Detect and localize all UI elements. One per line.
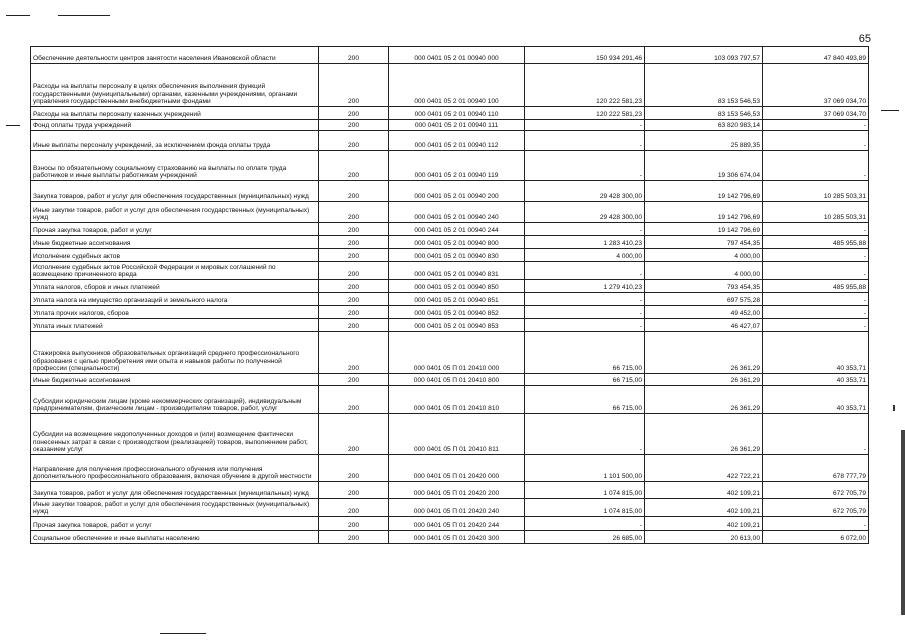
cell-line-name: Уплата иных платежей bbox=[31, 319, 319, 332]
cell-budget-code: 000 0401 05 2 01 00940 831 bbox=[389, 262, 525, 280]
table-row bbox=[31, 120, 869, 131]
cell-executed: 83 153 546,53 bbox=[645, 107, 763, 120]
cell-budget-code: 000 0401 05 П 01 20410 811 bbox=[389, 414, 525, 455]
cell-line-name: Расходы на выплаты персоналу казенных учреждений bbox=[31, 107, 319, 120]
scan-artifact-line bbox=[160, 633, 206, 634]
cell-executed: 402 109,21 bbox=[645, 499, 763, 517]
cell-approved: 26 685,00 bbox=[525, 531, 645, 544]
cell-remaining: 40 353,71 bbox=[763, 374, 869, 386]
table-row bbox=[31, 319, 869, 332]
cell-remaining: - bbox=[763, 414, 869, 455]
cell-approved: - bbox=[525, 517, 645, 531]
cell-line-name: Иные бюджетные ассигнования bbox=[31, 236, 319, 249]
cell-line-code: 200 bbox=[319, 455, 389, 482]
cell-line-name: Субсидии юридическим лицам (кроме некоммерческих организаций), индивидуальным предпринимателям, физическим лицам - производителям товаров, работ, услуг bbox=[31, 386, 319, 414]
cell-line-code: 200 bbox=[319, 280, 389, 293]
cell-executed: 697 575,28 bbox=[645, 293, 763, 306]
cell-line-name: Взносы по обязательному социальному страхованию на выплаты по оплате труда работников и иные выплаты работникам учреждений bbox=[31, 151, 319, 181]
cell-line-name: Прочая закупка товаров, работ и услуг bbox=[31, 517, 319, 531]
cell-line-name: Субсидии на возмещение недополученных доходов и (или) возмещение фактически понесенных затрат в связи с производством (реализацией) товаров, выполнением работ, оказанием услуг bbox=[31, 414, 319, 455]
cell-executed: 793 454,35 bbox=[645, 280, 763, 293]
cell-budget-code: 000 0401 05 2 01 00940 850 bbox=[389, 280, 525, 293]
table-row bbox=[31, 482, 869, 499]
table-row bbox=[31, 236, 869, 249]
cell-approved: 1 279 410,23 bbox=[525, 280, 645, 293]
cell-line-code: 200 bbox=[319, 107, 389, 120]
cell-budget-code: 000 0401 05 2 01 00940 200 bbox=[389, 181, 525, 202]
cell-line-code: 200 bbox=[319, 517, 389, 531]
cell-approved: - bbox=[525, 293, 645, 306]
table-row bbox=[31, 332, 869, 374]
cell-budget-code: 000 0401 05 П 01 20420 244 bbox=[389, 517, 525, 531]
cell-budget-code: 000 0401 05 2 01 00940 244 bbox=[389, 223, 525, 236]
cell-budget-code: 000 0401 05 П 01 20420 240 bbox=[389, 499, 525, 517]
cell-executed: 25 889,35 bbox=[645, 131, 763, 151]
cell-line-name: Прочая закупка товаров, работ и услуг bbox=[31, 223, 319, 236]
cell-line-name: Исполнение судебных актов Российской Федерации и мировых соглашений по возмещению причиненного вреда bbox=[31, 262, 319, 280]
cell-remaining: 678 777,79 bbox=[763, 455, 869, 482]
cell-executed: 797 454,35 bbox=[645, 236, 763, 249]
cell-budget-code: 000 0401 05 2 01 00940 800 bbox=[389, 236, 525, 249]
table-row bbox=[31, 202, 869, 223]
cell-approved: 66 715,00 bbox=[525, 386, 645, 414]
cell-remaining: 10 285 503,31 bbox=[763, 202, 869, 223]
table-row bbox=[31, 306, 869, 319]
cell-budget-code: 000 0401 05 2 01 00940 112 bbox=[389, 131, 525, 151]
cell-line-code: 200 bbox=[319, 499, 389, 517]
cell-executed: 103 093 797,57 bbox=[645, 47, 763, 64]
table-row bbox=[31, 280, 869, 293]
cell-approved: - bbox=[525, 414, 645, 455]
cell-budget-code: 000 0401 05 2 01 00940 830 bbox=[389, 249, 525, 262]
table-row bbox=[31, 249, 869, 262]
cell-budget-code: 000 0401 05 П 01 20410 000 bbox=[389, 332, 525, 374]
cell-approved: 1 074 815,00 bbox=[525, 499, 645, 517]
cell-executed: 402 109,21 bbox=[645, 517, 763, 531]
cell-remaining: 6 072,00 bbox=[763, 531, 869, 544]
scan-artifact-line bbox=[58, 15, 110, 16]
table-row bbox=[31, 181, 869, 202]
cell-remaining: - bbox=[763, 151, 869, 181]
cell-executed: 4 000,00 bbox=[645, 249, 763, 262]
cell-line-name: Расходы на выплаты персоналу в целях обеспечения выполнения функций государственными (муниципальными) органами, казенными учреждениями, органами управления государственными внебюджетными фондами bbox=[31, 64, 319, 107]
cell-line-code: 200 bbox=[319, 386, 389, 414]
cell-remaining: - bbox=[763, 517, 869, 531]
cell-line-name: Иные бюджетные ассигнования bbox=[31, 374, 319, 386]
scan-artifact-line bbox=[6, 15, 30, 16]
cell-executed: 19 142 796,69 bbox=[645, 181, 763, 202]
cell-remaining: - bbox=[763, 120, 869, 131]
table-row bbox=[31, 47, 869, 64]
cell-line-code: 200 bbox=[319, 306, 389, 319]
cell-executed: 422 722,21 bbox=[645, 455, 763, 482]
cell-line-name: Обеспечение деятельности центров занятости населения Ивановской области bbox=[31, 47, 319, 64]
cell-line-name: Уплата прочих налогов, сборов bbox=[31, 306, 319, 319]
table-row bbox=[31, 386, 869, 414]
scan-artifact-line bbox=[6, 125, 20, 126]
cell-line-name: Иные выплаты персоналу учреждений, за исключением фонда оплаты труда bbox=[31, 131, 319, 151]
cell-line-code: 200 bbox=[319, 151, 389, 181]
cell-approved: - bbox=[525, 223, 645, 236]
table-row bbox=[31, 131, 869, 151]
cell-remaining: 672 705,79 bbox=[763, 499, 869, 517]
cell-line-code: 200 bbox=[319, 319, 389, 332]
cell-budget-code: 000 0401 05 2 01 00940 119 bbox=[389, 151, 525, 181]
cell-line-code: 200 bbox=[319, 414, 389, 455]
cell-remaining: 485 955,88 bbox=[763, 280, 869, 293]
cell-executed: 4 000,00 bbox=[645, 262, 763, 280]
table-row bbox=[31, 223, 869, 236]
cell-remaining: - bbox=[763, 223, 869, 236]
scan-artifact-line bbox=[881, 110, 899, 111]
cell-line-code: 200 bbox=[319, 120, 389, 131]
cell-line-code: 200 bbox=[319, 64, 389, 107]
table-row bbox=[31, 262, 869, 280]
cell-approved: 29 428 300,00 bbox=[525, 202, 645, 223]
table-row bbox=[31, 107, 869, 120]
cell-budget-code: 000 0401 05 П 01 20410 810 bbox=[389, 386, 525, 414]
table-row bbox=[31, 64, 869, 107]
cell-budget-code: 000 0401 05 2 01 00940 852 bbox=[389, 306, 525, 319]
cell-remaining: - bbox=[763, 293, 869, 306]
cell-remaining: - bbox=[763, 131, 869, 151]
cell-budget-code: 000 0401 05 2 01 00940 100 bbox=[389, 64, 525, 107]
cell-approved: 1 283 410,23 bbox=[525, 236, 645, 249]
cell-remaining: - bbox=[763, 262, 869, 280]
cell-line-name: Направление для получения профессионального обучения или получения дополнительного профессионального образования, включая обучение в другой местности bbox=[31, 455, 319, 482]
cell-budget-code: 000 0401 05 П 01 20420 300 bbox=[389, 531, 525, 544]
cell-line-code: 200 bbox=[319, 236, 389, 249]
cell-approved: 66 715,00 bbox=[525, 374, 645, 386]
scan-artifact-tick bbox=[893, 405, 895, 411]
cell-remaining: 10 285 503,31 bbox=[763, 181, 869, 202]
cell-approved: 150 934 291,46 bbox=[525, 47, 645, 64]
cell-approved: 66 715,00 bbox=[525, 332, 645, 374]
table-row bbox=[31, 374, 869, 386]
cell-budget-code: 000 0401 05 П 01 20420 000 bbox=[389, 455, 525, 482]
cell-approved: - bbox=[525, 319, 645, 332]
cell-remaining: 672 705,79 bbox=[763, 482, 869, 499]
cell-executed: 26 361,29 bbox=[645, 386, 763, 414]
cell-line-code: 200 bbox=[319, 531, 389, 544]
cell-line-name: Иные закупки товаров, работ и услуг для обеспечения государственных (муниципальных) нужд bbox=[31, 202, 319, 223]
cell-budget-code: 000 0401 05 2 01 00940 110 bbox=[389, 107, 525, 120]
table-row bbox=[31, 499, 869, 517]
cell-line-name: Закупка товаров, работ и услуг для обеспечения государственных (муниципальных) нужд bbox=[31, 181, 319, 202]
cell-remaining: 40 353,71 bbox=[763, 332, 869, 374]
cell-executed: 63 820 983,14 bbox=[645, 120, 763, 131]
cell-executed: 402 109,21 bbox=[645, 482, 763, 499]
cell-approved: 120 222 581,23 bbox=[525, 107, 645, 120]
cell-approved: - bbox=[525, 306, 645, 319]
cell-approved: - bbox=[525, 120, 645, 131]
cell-line-name: Закупка товаров, работ и услуг для обеспечения государственных (муниципальных) нужд bbox=[31, 482, 319, 499]
cell-line-name: Фонд оплаты труда учреждений bbox=[31, 120, 319, 131]
page-number: 65 bbox=[858, 33, 871, 45]
cell-executed: 46 427,07 bbox=[645, 319, 763, 332]
scan-artifact-edge bbox=[901, 430, 905, 615]
cell-line-code: 200 bbox=[319, 181, 389, 202]
cell-line-code: 200 bbox=[319, 262, 389, 280]
table-row bbox=[31, 531, 869, 544]
cell-approved: 4 000,00 bbox=[525, 249, 645, 262]
cell-remaining: - bbox=[763, 249, 869, 262]
cell-approved: 1 101 500,00 bbox=[525, 455, 645, 482]
cell-budget-code: 000 0401 05 П 01 20420 200 bbox=[389, 482, 525, 499]
cell-remaining: 37 069 034,70 bbox=[763, 107, 869, 120]
cell-line-name: Социальное обеспечение и иные выплаты населению bbox=[31, 531, 319, 544]
budget-execution-table bbox=[30, 46, 869, 544]
cell-line-name: Исполнение судебных актов bbox=[31, 249, 319, 262]
cell-executed: 49 452,00 bbox=[645, 306, 763, 319]
cell-approved: 29 428 300,00 bbox=[525, 181, 645, 202]
table-row bbox=[31, 414, 869, 455]
cell-line-name: Стажировка выпускников образовательных организаций среднего профессионального образования с целью приобретения ими опыта и навыков работы по полученной профессии (специальности) bbox=[31, 332, 319, 374]
cell-executed: 26 361,29 bbox=[645, 332, 763, 374]
cell-budget-code: 000 0401 05 2 01 00940 000 bbox=[389, 47, 525, 64]
cell-budget-code: 000 0401 05 2 01 00940 851 bbox=[389, 293, 525, 306]
cell-line-name: Уплата налогов, сборов и иных платежей bbox=[31, 280, 319, 293]
cell-line-code: 200 bbox=[319, 482, 389, 499]
cell-line-code: 200 bbox=[319, 202, 389, 223]
cell-executed: 20 613,00 bbox=[645, 531, 763, 544]
cell-line-code: 200 bbox=[319, 47, 389, 64]
cell-line-code: 200 bbox=[319, 374, 389, 386]
cell-approved: - bbox=[525, 262, 645, 280]
table-row bbox=[31, 517, 869, 531]
cell-line-name: Иные закупки товаров, работ и услуг для обеспечения государственных (муниципальных) нужд bbox=[31, 499, 319, 517]
cell-line-name: Уплата налога на имущество организаций и земельного налога bbox=[31, 293, 319, 306]
cell-executed: 26 361,29 bbox=[645, 374, 763, 386]
cell-approved: - bbox=[525, 131, 645, 151]
cell-budget-code: 000 0401 05 2 01 00940 853 bbox=[389, 319, 525, 332]
cell-approved: - bbox=[525, 151, 645, 181]
cell-line-code: 200 bbox=[319, 131, 389, 151]
cell-remaining: 40 353,71 bbox=[763, 386, 869, 414]
cell-line-code: 200 bbox=[319, 332, 389, 374]
table-row bbox=[31, 455, 869, 482]
cell-executed: 19 306 674,04 bbox=[645, 151, 763, 181]
cell-remaining: 37 069 034,70 bbox=[763, 64, 869, 107]
cell-line-code: 200 bbox=[319, 223, 389, 236]
cell-budget-code: 000 0401 05 П 01 20410 800 bbox=[389, 374, 525, 386]
cell-executed: 83 153 546,53 bbox=[645, 64, 763, 107]
cell-remaining: 485 955,88 bbox=[763, 236, 869, 249]
cell-budget-code: 000 0401 05 2 01 00940 240 bbox=[389, 202, 525, 223]
cell-line-code: 200 bbox=[319, 293, 389, 306]
cell-executed: 19 142 796,69 bbox=[645, 202, 763, 223]
cell-budget-code: 000 0401 05 2 01 00940 111 bbox=[389, 120, 525, 131]
cell-executed: 26 361,29 bbox=[645, 414, 763, 455]
cell-remaining: 47 840 493,89 bbox=[763, 47, 869, 64]
cell-remaining: - bbox=[763, 319, 869, 332]
cell-executed: 19 142 796,69 bbox=[645, 223, 763, 236]
cell-approved: 1 074 815,00 bbox=[525, 482, 645, 499]
table-row bbox=[31, 293, 869, 306]
table-row bbox=[31, 151, 869, 181]
cell-remaining: - bbox=[763, 306, 869, 319]
cell-line-code: 200 bbox=[319, 249, 389, 262]
cell-approved: 120 222 581,23 bbox=[525, 64, 645, 107]
